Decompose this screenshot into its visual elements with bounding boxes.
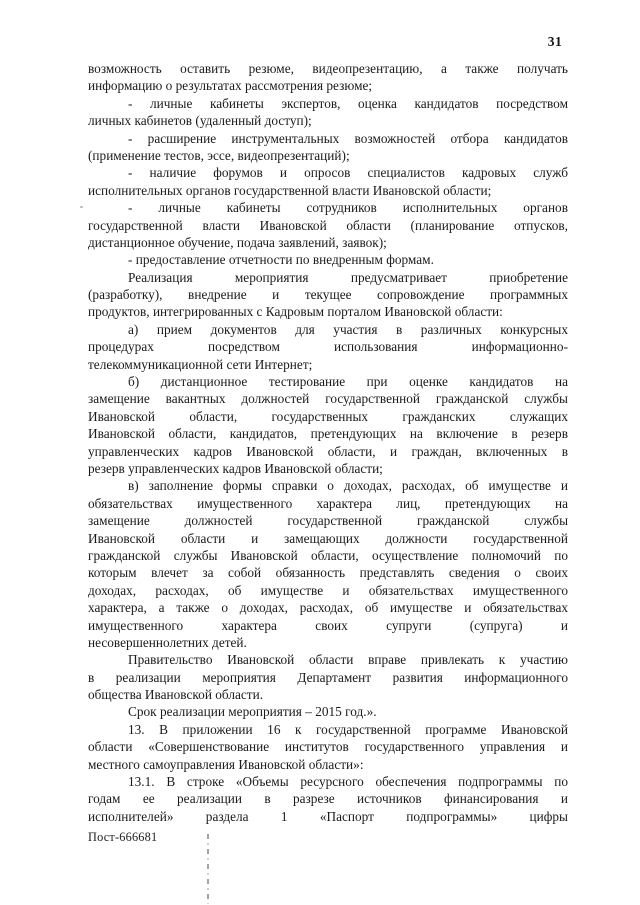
text-line: личных кабинетов (удаленный доступ); (88, 113, 312, 129)
text-line: которым влечет за собой обязанность представлять сведения о своих (88, 565, 568, 581)
document-body (88, 60, 568, 825)
text-line: Ивановской области, государственных гражданских служащих (88, 408, 568, 424)
scan-artifact-line (207, 834, 209, 904)
text-line: исполнителей» раздела 1 «Паспорт подпрограммы» цифры (88, 808, 568, 824)
text-line: (разработку), внедрение и текущее сопровождение программных (88, 287, 568, 303)
text-line: - расширение инструментальных возможностей отбора кандидатов (128, 130, 568, 146)
text-line: - наличие форумов и опросов специалистов кадровых служб (128, 165, 568, 181)
text-line: в) заполнение формы справки о доходах, расходах, об имуществе и (128, 478, 568, 494)
text-line: общества Ивановской области. (88, 687, 264, 703)
text-line: характера, а также о доходах, расходах, об имуществе и обязательствах (88, 600, 568, 616)
text-line: годам ее реализации в разрезе источников финансирования и (88, 791, 568, 807)
text-line: возможность оставить резюме, видеопрезентацию, а также получать (88, 61, 568, 76)
text-line: обязательствах имущественного характера лиц, претендующих на (88, 495, 568, 511)
text-line: исполнительных органов государственной власти Ивановской области; (88, 182, 492, 198)
text-line: Правительство Ивановской области вправе привлекать к участию (128, 652, 568, 668)
text-line: области «Совершенствование институтов государственного управления и (88, 739, 568, 755)
text-line: Ивановской области, кандидатов, претендующих на включение в резерв (88, 426, 568, 442)
text-line: продуктов, интегрированных с Кадровым порталом Ивановской области: (88, 304, 503, 320)
text-line: в реализации мероприятия Департамент развития информационного (88, 669, 568, 685)
text-line: гражданской службы Ивановской области, осуществление полномочий по (88, 547, 568, 563)
text-line: процедурах посредством использования информационно- (88, 339, 568, 355)
text-line: - личные кабинеты экспертов, оценка кандидатов посредством (128, 95, 568, 111)
text-line: замещение должностей государственной гражданской службы (88, 513, 568, 529)
text-line: несовершеннолетних детей. (88, 634, 247, 650)
scan-speck (80, 206, 83, 208)
text-line: - предоставление отчетности по внедренным формам. (128, 252, 434, 268)
text-line: управленческих кадров Ивановской области, и граждан, включенных в (88, 443, 568, 459)
text-line: б) дистанционное тестирование при оценке кандидатов на (128, 374, 568, 390)
text-line: местного самоуправления Ивановской области»: (88, 756, 364, 772)
text-line: а) прием документов для участия в различных конкурсных (128, 321, 568, 337)
text-line: замещение вакантных должностей государственной гражданской службы (88, 391, 568, 407)
text-line: (применение тестов, эссе, видеопрезентаций); (88, 147, 350, 163)
text-line: 13.1. В строке «Объемы ресурсного обеспечения подпрограммы по (128, 774, 568, 790)
text-line: государственной власти Ивановской области (планирование отпусков, (88, 217, 568, 233)
text-line: телекоммуникационной сети Интернет; (88, 356, 313, 372)
text-line: - личные кабинеты сотрудников исполнительных органов (128, 200, 568, 216)
footer-doc-code: Пост-666681 (88, 830, 158, 844)
page-number: 31 (547, 34, 563, 49)
text-line: Срок реализации мероприятия – 2015 год.». (128, 704, 377, 720)
text-line: 13. В приложении 16 к государственной программе Ивановской (128, 721, 568, 737)
text-line: Реализация мероприятия предусматривает приобретение (128, 269, 568, 285)
text-line: Ивановской области и замещающих должности государственной (88, 530, 568, 546)
text-line: резерв управленческих кадров Ивановской области; (88, 460, 383, 476)
text-line: имущественного характера своих супруги (супруга) и (88, 617, 568, 633)
text-line: дистанционное обучение, подача заявлений, заявок); (88, 234, 387, 250)
text-line: доходах, расходах, об имуществе и обязательствах имущественного (88, 582, 568, 598)
text-line: информацию о результатах рассмотрения резюме; (88, 78, 373, 94)
